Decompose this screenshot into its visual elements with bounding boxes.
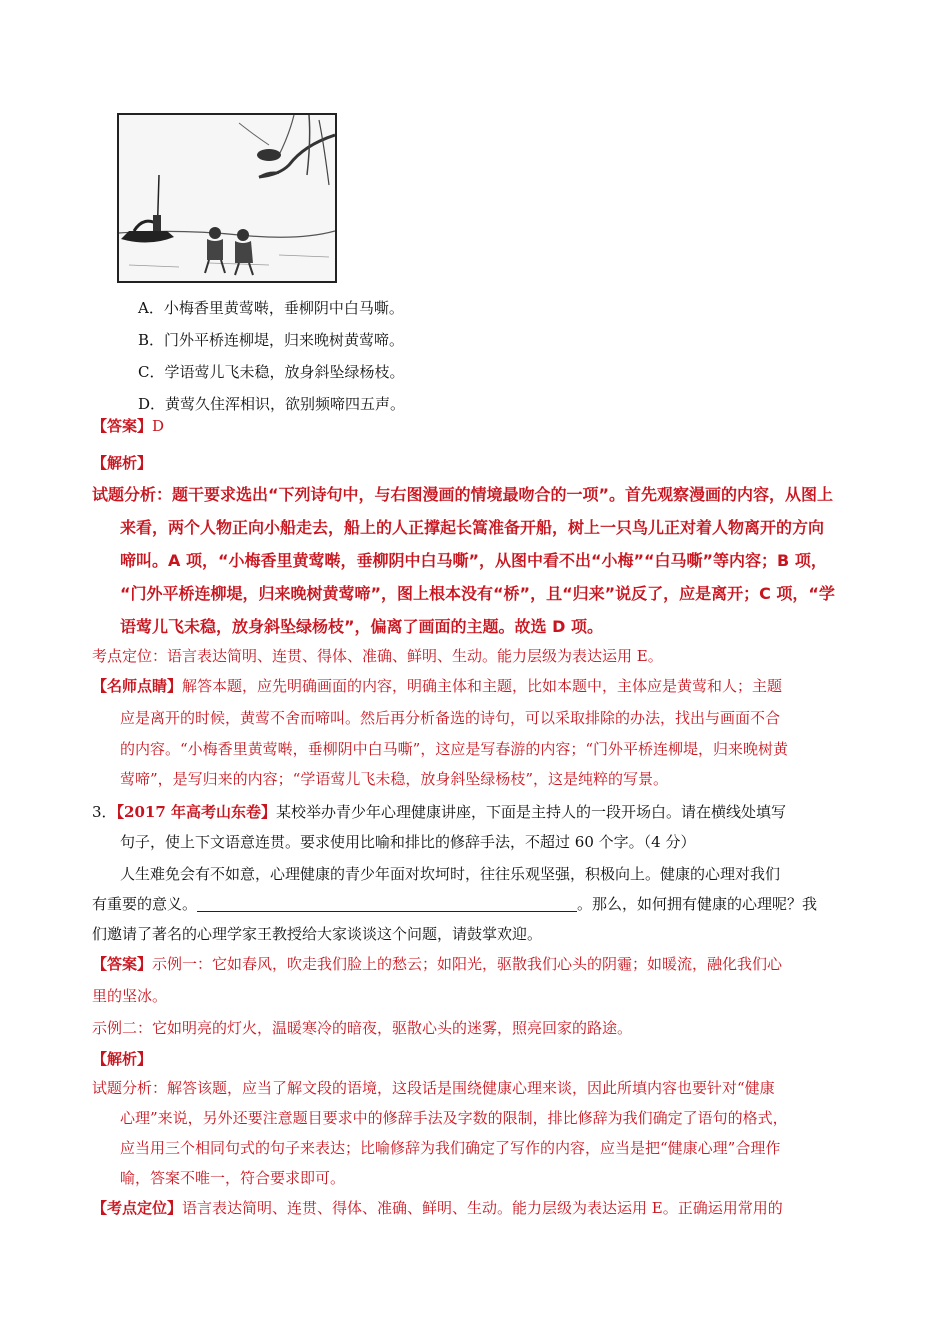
stem-text: 某校举办青少年心理健康讲座，下面是主持人的一段开场白。请在横线处填写 bbox=[276, 803, 787, 821]
q2-analysis-label: 【解析】 bbox=[92, 454, 153, 472]
q3-analysis-label: 【解析】 bbox=[92, 1050, 153, 1068]
question-source: 【2017 年高考山东卷】 bbox=[116, 803, 277, 821]
q3-passage-line-1: 人生难免会有不如意，心理健康的青少年面对坎坷时，往往乐观坚强，积极向上。健康的心理对我们 bbox=[120, 865, 781, 883]
q2-mingshi-line-4: 莺啼”，是写归来的内容；“学语莺儿飞未稳，放身斜坠绿杨枝”，这是纯粹的写景。 bbox=[120, 770, 669, 788]
q2-mingshi-line-1 bbox=[92, 674, 782, 698]
q3-stem-line-2: 句子，使上下文语意连贯。要求使用比喻和排比的修辞手法，不超过 60 个字。（4 分） bbox=[120, 833, 696, 851]
q2-analysis-line-4: “门外平桥连柳堤，归来晚树黄莺啼”，图上根本没有“桥”，且“归来”说反了，应是离开；C 项，“学 bbox=[120, 584, 835, 603]
option-a: A．小梅香里黄莺啭，垂柳阴中白马嘶。 bbox=[138, 299, 404, 317]
fill-in-blank[interactable] bbox=[197, 893, 577, 912]
ink-sketch-illustration bbox=[117, 113, 337, 283]
q3-analysis-line-2: 心理”来说，另外还要注意题目要求中的修辞手法及字数的限制，排比修辞为我们确定了语句的格式， bbox=[120, 1109, 788, 1127]
q2-analysis-line-5: 语莺儿飞未稳，放身斜坠绿杨枝”，偏离了画面的主题。故选 D 项。 bbox=[120, 617, 603, 636]
willow-boat-sketch-icon bbox=[119, 115, 335, 281]
q2-mingshi-line-2: 应是离开的时候，黄莺不舍而啼叫。然后再分析备选的诗句，可以采取排除的办法，找出与画面不合 bbox=[120, 709, 781, 727]
q2-analysis-line-1: 试题分析：题干要求选出“下列诗句中，与右图漫画的情境最吻合的一项”。首先观察漫画的内容，从图上 bbox=[92, 485, 834, 504]
q3-kaodian bbox=[92, 1196, 783, 1220]
q3-answer-line-1 bbox=[92, 952, 782, 976]
kaodian-text: 语言表达简明、连贯、得体、准确、鲜明、生动。能力层级为表达运用 E。正确运用常用的 bbox=[182, 1199, 783, 1217]
q2-analysis-line-2: 来看，两个人物正向小船走去，船上的人正撑起长篙准备开船，树上一只鸟儿正对着人物离开的方向 bbox=[120, 518, 825, 537]
q3-answer-line-2: 里的坚冰。 bbox=[92, 987, 168, 1005]
q3-answer-line-3: 示例二：它如明亮的灯火，温暖寒冷的暗夜，驱散心头的迷雾，照亮回家的路途。 bbox=[92, 1019, 633, 1037]
q3-passage-line-2 bbox=[92, 892, 817, 916]
q2-analysis-line-3: 啼叫。A 项，“小梅香里黄莺啭，垂柳阴中白马嘶”，从图中看不出“小梅”“白马嘶”等内容；B 项， bbox=[120, 551, 827, 570]
passage-text-b: 。那么，如何拥有健康的心理呢？我 bbox=[577, 895, 818, 913]
answer-options bbox=[138, 292, 405, 420]
answer-example-1: 示例一：它如春风，吹走我们脸上的愁云；如阳光，驱散我们心头的阴霾；如暖流，融化我们心 bbox=[152, 955, 783, 973]
answer-value: D bbox=[152, 417, 165, 435]
q3-analysis-line-1: 试题分析：解答该题，应当了解文段的语境，这段话是围绕健康心理来谈，因此所填内容也要针对“健康 bbox=[92, 1079, 775, 1097]
question-number: 3． bbox=[92, 803, 117, 821]
kaodian-label: 【考点定位】 bbox=[92, 1199, 183, 1217]
q2-answer bbox=[92, 414, 164, 438]
answer-label: 【答案】 bbox=[92, 955, 153, 973]
option-c: C．学语莺儿飞未稳，放身斜坠绿杨枝。 bbox=[138, 363, 405, 381]
q3-stem-line-1 bbox=[92, 800, 786, 824]
option-d: D．黄莺久住浑相识，欲别频啼四五声。 bbox=[138, 395, 406, 413]
q3-analysis-line-3: 应当用三个相同句式的句子来表达；比喻修辞为我们确定了写作的内容，应当是把“健康心理”合理作 bbox=[120, 1139, 781, 1157]
mingshi-label: 【名师点睛】 bbox=[92, 677, 183, 695]
q2-mingshi-line-3: 的内容。“小梅香里黄莺啭，垂柳阴中白马嘶”，这应是写春游的内容；“门外平桥连柳堤，归来晚树黄 bbox=[120, 740, 789, 758]
q2-kaodian: 考点定位：语言表达简明、连贯、得体、准确、鲜明、生动。能力层级为表达运用 E。 bbox=[92, 647, 663, 665]
answer-label: 【答案】 bbox=[92, 417, 153, 435]
q3-analysis-line-4: 喻，答案不唯一，符合要求即可。 bbox=[120, 1169, 346, 1187]
mingshi-text: 解答本题，应先明确画面的内容，明确主体和主题，比如本题中，主体应是黄莺和人；主题 bbox=[182, 677, 783, 695]
option-b: B．门外平桥连柳堤，归来晚树黄莺啼。 bbox=[138, 331, 405, 349]
q3-passage-line-3: 们邀请了著名的心理学家王教授给大家谈谈这个问题，请鼓掌欢迎。 bbox=[92, 925, 543, 943]
passage-text-a: 有重要的意义。 bbox=[92, 895, 198, 913]
